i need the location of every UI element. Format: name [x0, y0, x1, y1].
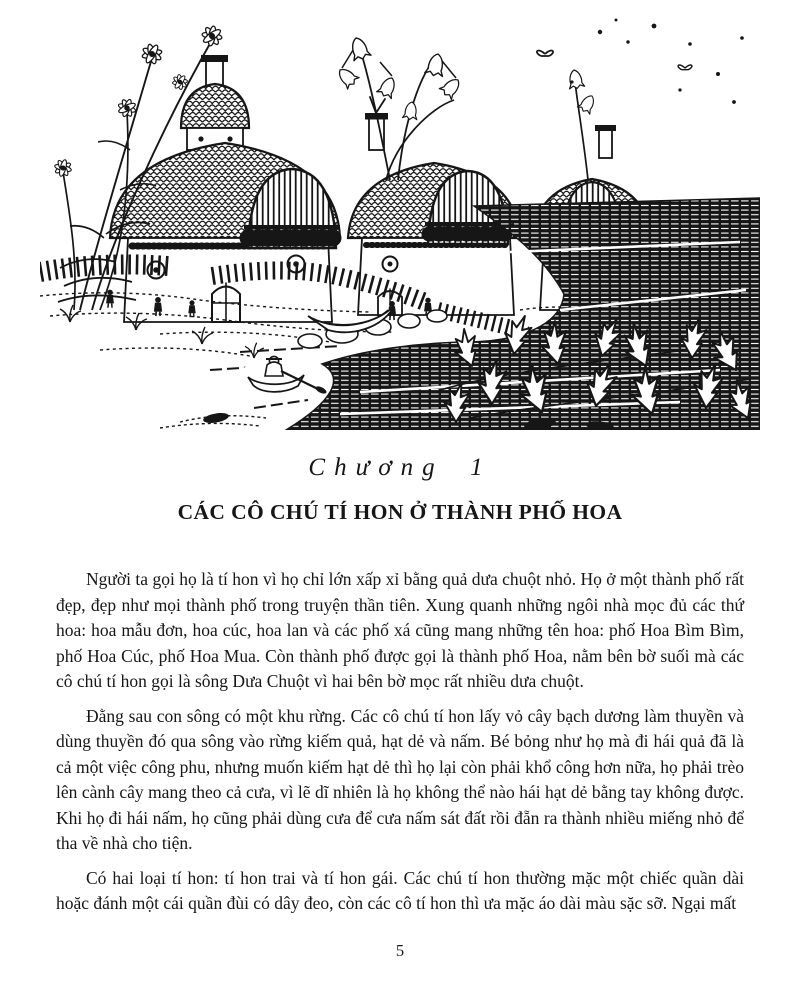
- cottage-left: [110, 55, 340, 322]
- book-page: [0, 10, 800, 1005]
- butterflies-and-specks: [537, 19, 744, 104]
- paragraph-1: Người ta gọi họ là tí hon vì họ chỉ lớn xấp xỉ bằng quả dưa chuột nhỏ. Họ ở một thành phố rất đẹp, đẹp như mọi thành phố trong truyện thần tiên. Xung quanh những ngôi nhà mọc đủ các thứ hoa: hoa mẫu đơn, hoa cúc, hoa lan và các phố xá cũng mang những tên hoa: phố Hoa Bìm Bìm, phố Hoa Cúc, phố Hoa Mua. Còn thành phố được gọi là thành phố Hoa, nằm bên bờ suối mà các cô chú tí hon gọi là sông Dưa Chuột vì hai bên bờ mọc rất nhiều dưa chuột.: [56, 569, 744, 691]
- paragraph-3: Có hai loại tí hon: tí hon trai và tí hon gái. Các chú tí hon thường mặc một chiếc quần dài hoặc đánh một cái quần đùi có dây đeo, còn các cô tí hon thì ưa mặc áo dài màu sặc sỡ. Ngại mất: [56, 867, 744, 913]
- page-number: 5: [395, 940, 405, 960]
- village-by-river-illustration: [40, 10, 760, 430]
- paragraph-2: Đằng sau con sông có một khu rừng. Các cô chú tí hon lấy vỏ cây bạch dương làm thuyền và dùng thuyền đó qua sông vào rừng kiếm quả, hạt dẻ và nấm. Bé bỏng như họ mà đi hái quả đã là cả một việc công phu, nhưng muốn kiếm hạt dẻ thì họ lại còn phải khổ công hơn nữa, họ phải trèo lên cành cây mang theo cả cưa, vì lẽ dĩ nhiên là họ không thể nào hái hạt dẻ bằng tay không được. Khi họ đi hái nấm, họ cũng phải dùng cưa để cưa nấm sát đất rồi đẵn ra thành nhiều miếng nhỏ để tha về nhà cho tiện.: [56, 705, 744, 853]
- body-text: [0, 567, 800, 917]
- rowboat-with-rower: [231, 351, 327, 404]
- chapter-title: CÁC CÔ CHÚ TÍ HON Ở THÀNH PHỐ HOA: [177, 500, 623, 524]
- chapter-label: Chương 1: [308, 454, 492, 481]
